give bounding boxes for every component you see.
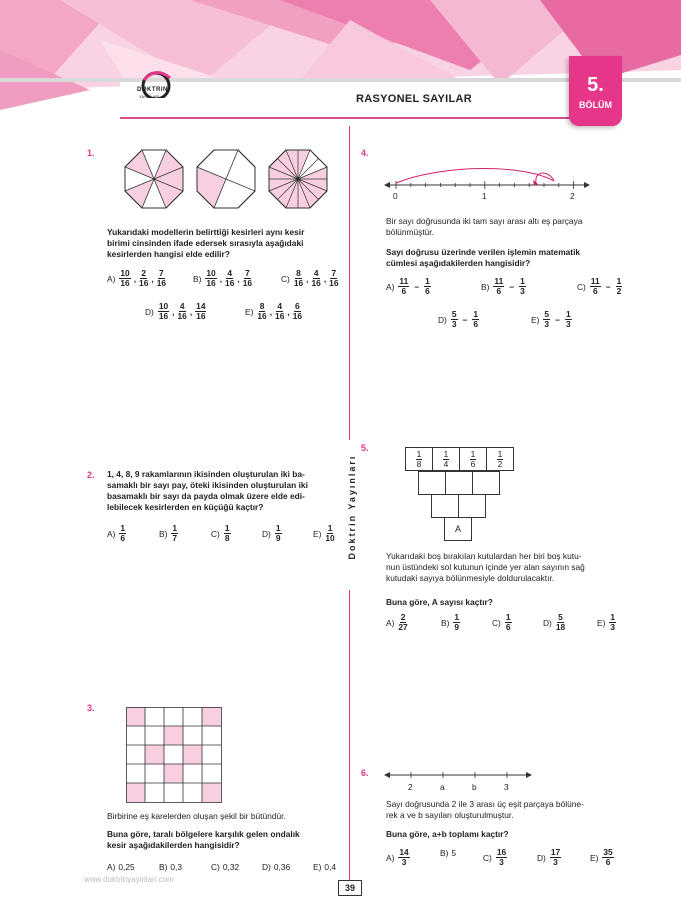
numerator: 10 <box>206 268 216 278</box>
q1-octagon-models <box>123 148 333 218</box>
fraction <box>158 302 169 321</box>
fraction <box>257 302 266 321</box>
comma: , <box>306 273 309 284</box>
numerator: 2 <box>141 268 147 278</box>
numerator: 16 <box>496 847 507 857</box>
q5-text <box>386 551 646 584</box>
option-label: A) <box>386 852 395 863</box>
denominator: 8 <box>224 533 230 543</box>
q5-question: Buna göre, A sayısı kaçtır? <box>386 597 493 607</box>
denominator: 3 <box>520 286 525 296</box>
numerator: 6 <box>295 301 300 311</box>
side-label <box>340 440 358 590</box>
q5-option-b[interactable] <box>441 613 461 632</box>
q4-number: 4. <box>361 148 369 158</box>
chapter-number: 5. <box>587 74 604 96</box>
numerator: 11 <box>399 276 409 286</box>
numerator: 1 <box>275 523 281 533</box>
numerator: 14 <box>399 847 409 857</box>
q6-axis-label-2: 2 <box>408 782 413 792</box>
logo-text-top: DOKTRIN <box>137 87 168 93</box>
denominator: 7 <box>172 533 178 543</box>
option-label: D) <box>438 314 447 325</box>
option-label: B) <box>159 862 168 872</box>
numerator: 35 <box>603 847 613 857</box>
option-label: E) <box>313 528 322 539</box>
q1-text <box>107 227 347 260</box>
denominator: 6 <box>505 622 511 632</box>
numerator: 1 <box>443 448 449 459</box>
denominator: 16 <box>196 311 206 321</box>
option-label: E) <box>590 852 599 863</box>
q4-question <box>386 247 636 269</box>
denominator: 6 <box>120 533 126 543</box>
denominator: 16 <box>311 278 321 288</box>
q5-number: 5. <box>361 443 369 453</box>
q6-axis-label-a: a <box>440 782 445 792</box>
option-label: D) <box>543 617 552 628</box>
numerator: 4 <box>313 268 319 278</box>
denominator: 6 <box>401 286 407 296</box>
fraction <box>398 848 409 867</box>
q4-number-line <box>384 160 594 200</box>
numerator: 1 <box>520 276 525 286</box>
denominator: 16 <box>242 278 253 288</box>
q6-option-c[interactable] <box>483 848 508 867</box>
q6-axis-label-b: b <box>472 782 477 792</box>
numerator: 1 <box>473 309 479 319</box>
minus-sign: − <box>605 281 611 292</box>
q4-question-line: Sayı doğrusu üzerinde verilen işlemin matematik <box>386 247 581 257</box>
option-label: E) <box>313 862 322 872</box>
chapter-tab <box>569 56 622 126</box>
denominator: 3 <box>610 622 616 632</box>
option-label: A) <box>107 862 116 872</box>
option-label: B) <box>481 281 490 292</box>
q3-question-line: kesir aşağıdakilerden hangisidir? <box>107 840 240 850</box>
fraction <box>293 302 302 321</box>
option-label: C) <box>483 852 492 863</box>
q3-option-d[interactable] <box>262 862 290 872</box>
numerator: 4 <box>277 301 283 311</box>
numerator: 4 <box>227 268 233 278</box>
denominator: 16 <box>156 278 167 288</box>
q3-option-c[interactable] <box>211 862 239 872</box>
q1-option-a[interactable] <box>107 269 167 288</box>
denominator: 16 <box>257 311 267 321</box>
comma: , <box>287 306 290 317</box>
q4-axis-label-0: 0 <box>393 191 398 201</box>
fraction <box>225 269 234 288</box>
option-value: 0,32 <box>222 862 240 872</box>
q3-option-e[interactable] <box>313 862 336 872</box>
denominator: 2 <box>497 458 503 469</box>
denominator: 3 <box>565 319 571 329</box>
denominator: 2 <box>616 286 622 296</box>
numerator: 7 <box>245 268 250 278</box>
q5-top-box <box>405 447 433 471</box>
fraction <box>205 269 216 288</box>
numerator: 1 <box>120 523 126 533</box>
numerator: 5 <box>558 612 563 622</box>
denominator: 16 <box>329 278 339 288</box>
fraction <box>424 277 431 296</box>
comma: , <box>172 306 175 317</box>
option-label: D) <box>145 306 154 317</box>
chapter-label: BÖLÜM <box>579 100 612 110</box>
numerator: 11 <box>590 276 600 286</box>
comma: , <box>189 306 193 317</box>
fraction <box>602 848 613 867</box>
q6-text-line: rek a ve b sayıları oluşturulmuştur. <box>386 810 514 820</box>
q4-question-line: cümlesi aşağıdakilerden hangisidir? <box>386 258 531 268</box>
denominator: 16 <box>177 311 187 321</box>
option-value: 0,36 <box>273 862 291 872</box>
fraction <box>443 450 450 469</box>
q5-top-box <box>460 447 487 471</box>
numerator: 1 <box>454 612 460 622</box>
denominator: 16 <box>139 278 149 288</box>
fraction <box>178 302 187 321</box>
fraction <box>451 310 458 329</box>
q6-text <box>386 799 646 821</box>
numerator: 1 <box>610 612 616 622</box>
option-label: E) <box>597 617 606 628</box>
option-label: E) <box>245 306 254 317</box>
q6-question: Buna göre, a+b toplamı kaçtır? <box>386 829 509 839</box>
numerator: 10 <box>158 301 169 311</box>
q1-text-line: birimi cinsinden ifade edersek sırasıyla aşağıdaki <box>107 238 304 248</box>
q2-option-a[interactable] <box>107 524 127 543</box>
fraction <box>325 524 334 543</box>
minus-sign: − <box>509 281 515 292</box>
q1-text-line: kesirlerden hangisi elde edilir? <box>107 249 230 259</box>
option-label: B) <box>441 617 450 628</box>
q5-pyramid <box>405 447 515 542</box>
q5-option-e[interactable] <box>597 613 617 632</box>
numerator: 10 <box>120 268 130 278</box>
q6-option-a[interactable] <box>386 848 411 867</box>
q5-top-box <box>433 447 460 471</box>
option-value: 5 <box>451 848 457 858</box>
fraction <box>609 613 616 632</box>
denominator: 3 <box>451 319 457 329</box>
option-label: E) <box>531 314 540 325</box>
fraction <box>224 524 231 543</box>
denominator: 16 <box>293 278 304 288</box>
page-title: RASYONEL SAYILAR <box>356 93 473 105</box>
q1-number: 1. <box>87 148 95 158</box>
numerator: 5 <box>451 309 457 319</box>
fraction <box>312 269 321 288</box>
option-value: 0,4 <box>324 862 337 872</box>
numerator: 5 <box>544 309 550 319</box>
denominator: 16 <box>225 278 235 288</box>
denominator: 16 <box>292 311 303 321</box>
denominator: 27 <box>398 622 408 632</box>
fraction <box>543 310 550 329</box>
numerator: 1 <box>224 523 230 533</box>
denominator: 3 <box>544 319 550 329</box>
q2-text-line: 1, 4, 8, 9 rakamlarının ikisinden oluşturulan iki ba- <box>107 469 305 479</box>
fraction <box>496 848 507 867</box>
q5-row-3 <box>431 494 486 518</box>
q5-row-2 <box>418 471 500 495</box>
logo <box>122 68 192 108</box>
denominator: 4 <box>443 458 449 469</box>
option-label: D) <box>262 528 271 539</box>
q6-option-e[interactable] <box>590 848 615 867</box>
numerator: 17 <box>550 847 561 857</box>
q5-top-box <box>487 447 514 471</box>
q5-box-a: A <box>444 517 472 541</box>
minus-sign: − <box>555 314 560 325</box>
fraction <box>275 524 282 543</box>
comma: , <box>323 273 327 284</box>
option-label: A) <box>107 528 116 539</box>
option-label: C) <box>577 281 586 292</box>
denominator: 10 <box>325 533 335 543</box>
option-label: C) <box>492 617 501 628</box>
q2-text <box>107 469 347 513</box>
option-label: D) <box>537 852 546 863</box>
q4-option-a[interactable] <box>386 277 432 296</box>
q4-axis-label-2: 2 <box>570 191 575 201</box>
numerator: 7 <box>331 268 337 278</box>
denominator: 6 <box>470 458 476 469</box>
denominator: 16 <box>206 278 216 288</box>
q2-number: 2. <box>87 470 95 480</box>
denominator: 9 <box>454 622 460 632</box>
q3-number: 3. <box>87 703 95 713</box>
option-label: B) <box>159 528 168 539</box>
denominator: 6 <box>605 857 611 867</box>
side-label-text: Doktrin Yayınları <box>347 454 357 560</box>
denominator: 3 <box>499 857 504 867</box>
q4-option-d[interactable] <box>438 310 480 329</box>
fraction <box>171 524 178 543</box>
q2-text-line: basamaklı bir sayı da payda olmak üzere elde edi- <box>107 491 305 501</box>
q4-text-line: Bir sayı doğrusunda iki tam sayı arası altı eş parçaya <box>386 216 583 226</box>
denominator: 16 <box>158 311 169 321</box>
fraction <box>590 277 601 296</box>
fraction <box>519 277 526 296</box>
minus-sign: − <box>462 314 468 325</box>
q5-text-line: nun üstündeki sol kutunun içinde yer alan sayının sağ <box>386 562 585 572</box>
option-value: 0,25 <box>118 862 135 872</box>
option-label: A) <box>386 617 395 628</box>
fraction <box>616 277 623 296</box>
numerator: 1 <box>425 276 430 286</box>
denominator: 3 <box>401 857 407 867</box>
q2-text-line: lebilecek kesirlerden en küçüğü kaçtır? <box>107 502 264 512</box>
comma: , <box>219 273 223 284</box>
q1-option-c[interactable] <box>281 269 339 288</box>
q3-question-line: Buna göre, taralı bölgelere karşılık gelen ondalık <box>107 829 300 839</box>
denominator: 8 <box>416 458 422 469</box>
q4-option-b[interactable] <box>481 277 527 296</box>
fraction <box>398 613 407 632</box>
fraction <box>505 613 512 632</box>
option-label: C) <box>281 273 290 284</box>
denominator: 18 <box>555 622 566 632</box>
fraction <box>119 269 130 288</box>
fraction <box>556 613 565 632</box>
q3-option-b[interactable] <box>159 862 182 872</box>
q5-text-line: kutudaki sayıya bölünmesiyle doldurulacaktır. <box>386 573 555 583</box>
fraction <box>329 269 338 288</box>
q3-grid-figure <box>126 707 222 803</box>
q5-top-row <box>405 447 514 471</box>
q2-option-b[interactable] <box>159 524 179 543</box>
option-label: A) <box>107 273 116 284</box>
denominator: 6 <box>496 286 502 296</box>
comma: , <box>133 273 137 284</box>
q1-option-d[interactable] <box>145 302 207 321</box>
numerator: 2 <box>400 612 406 622</box>
q1-option-b[interactable] <box>193 269 253 288</box>
fraction <box>453 613 460 632</box>
q4-text-line: bölünmüştür. <box>386 227 434 237</box>
q3-text: Birbirine eş karelerden oluşan şekil bir bütündür. <box>107 811 286 821</box>
minus-sign: − <box>414 281 420 292</box>
numerator: 1 <box>172 523 178 533</box>
denominator: 16 <box>120 278 130 288</box>
fraction <box>275 302 284 321</box>
denominator: 9 <box>275 533 281 543</box>
q3-question <box>107 829 347 851</box>
page-number: 39 <box>338 880 362 896</box>
fraction <box>243 269 252 288</box>
q6-axis-label-3: 3 <box>504 782 509 792</box>
q5-option-d[interactable] <box>543 613 566 632</box>
q4-option-e[interactable] <box>531 310 573 329</box>
fraction <box>139 269 148 288</box>
numerator: 1 <box>470 448 476 459</box>
denominator: 3 <box>553 857 558 867</box>
numerator: 7 <box>159 268 164 278</box>
option-label: D) <box>262 862 271 872</box>
fraction <box>470 450 477 469</box>
fraction <box>472 310 479 329</box>
option-label: B) <box>193 273 202 284</box>
q2-text-line: samaklı bir sayı pay, öteki ikisinden oluşturulan iki <box>107 480 308 490</box>
footer-website[interactable]: www.doktrinyayinlari.com <box>84 875 174 884</box>
q5-text-line: Yukarıdaki boş bırakılan kutulardan her biri boş kutu- <box>386 551 582 561</box>
numerator: 1 <box>416 448 422 459</box>
denominator: 6 <box>425 286 430 296</box>
q2-option-e[interactable] <box>313 524 336 543</box>
comma: , <box>237 273 240 284</box>
q6-text-line: Sayı doğrusunda 2 ile 3 arası üç eşit parçaya bölüne- <box>386 799 584 809</box>
fraction <box>157 269 166 288</box>
option-label: C) <box>211 528 220 539</box>
denominator: 6 <box>473 319 479 329</box>
fraction <box>416 450 423 469</box>
numerator: 8 <box>296 268 301 278</box>
option-value: 0,3 <box>170 862 183 872</box>
option-label: A) <box>386 281 395 292</box>
logo-text-bottom: YAYINLARI <box>139 94 160 99</box>
fraction <box>493 277 504 296</box>
q6-number-line <box>384 768 534 784</box>
q4-option-c[interactable] <box>577 277 623 296</box>
q3-option-a[interactable] <box>107 862 135 872</box>
denominator: 16 <box>275 311 285 321</box>
fraction <box>294 269 303 288</box>
fraction <box>550 848 561 867</box>
q4-axis-label-1: 1 <box>482 191 487 201</box>
q5-option-c[interactable] <box>492 613 513 632</box>
numerator: 1 <box>565 309 571 319</box>
numerator: 8 <box>259 301 265 311</box>
numerator: 1 <box>497 448 503 459</box>
fraction <box>195 302 206 321</box>
q5-option-a[interactable] <box>386 613 409 632</box>
comma: , <box>269 306 273 317</box>
fraction <box>497 450 504 469</box>
fraction <box>398 277 409 296</box>
q6-number: 6. <box>361 768 369 778</box>
q4-text <box>386 216 636 238</box>
fraction <box>565 310 572 329</box>
denominator: 6 <box>592 286 598 296</box>
numerator: 1 <box>616 276 622 286</box>
numerator: 4 <box>179 301 185 311</box>
fraction <box>119 524 126 543</box>
q2-option-c[interactable] <box>211 524 232 543</box>
numerator: 1 <box>327 523 333 533</box>
q6-option-d[interactable] <box>537 848 562 867</box>
numerator: 14 <box>196 301 206 311</box>
numerator: 11 <box>494 276 504 286</box>
q6-option-b[interactable] <box>440 848 456 858</box>
option-label: C) <box>211 862 220 872</box>
option-label: B) <box>440 848 449 858</box>
q1-text-line: Yukarıdaki modellerin belirttiği kesirleri aynı kesir <box>107 227 305 237</box>
q2-option-d[interactable] <box>262 524 283 543</box>
q1-option-e[interactable] <box>245 302 303 321</box>
comma: , <box>151 273 154 284</box>
numerator: 1 <box>505 612 511 622</box>
